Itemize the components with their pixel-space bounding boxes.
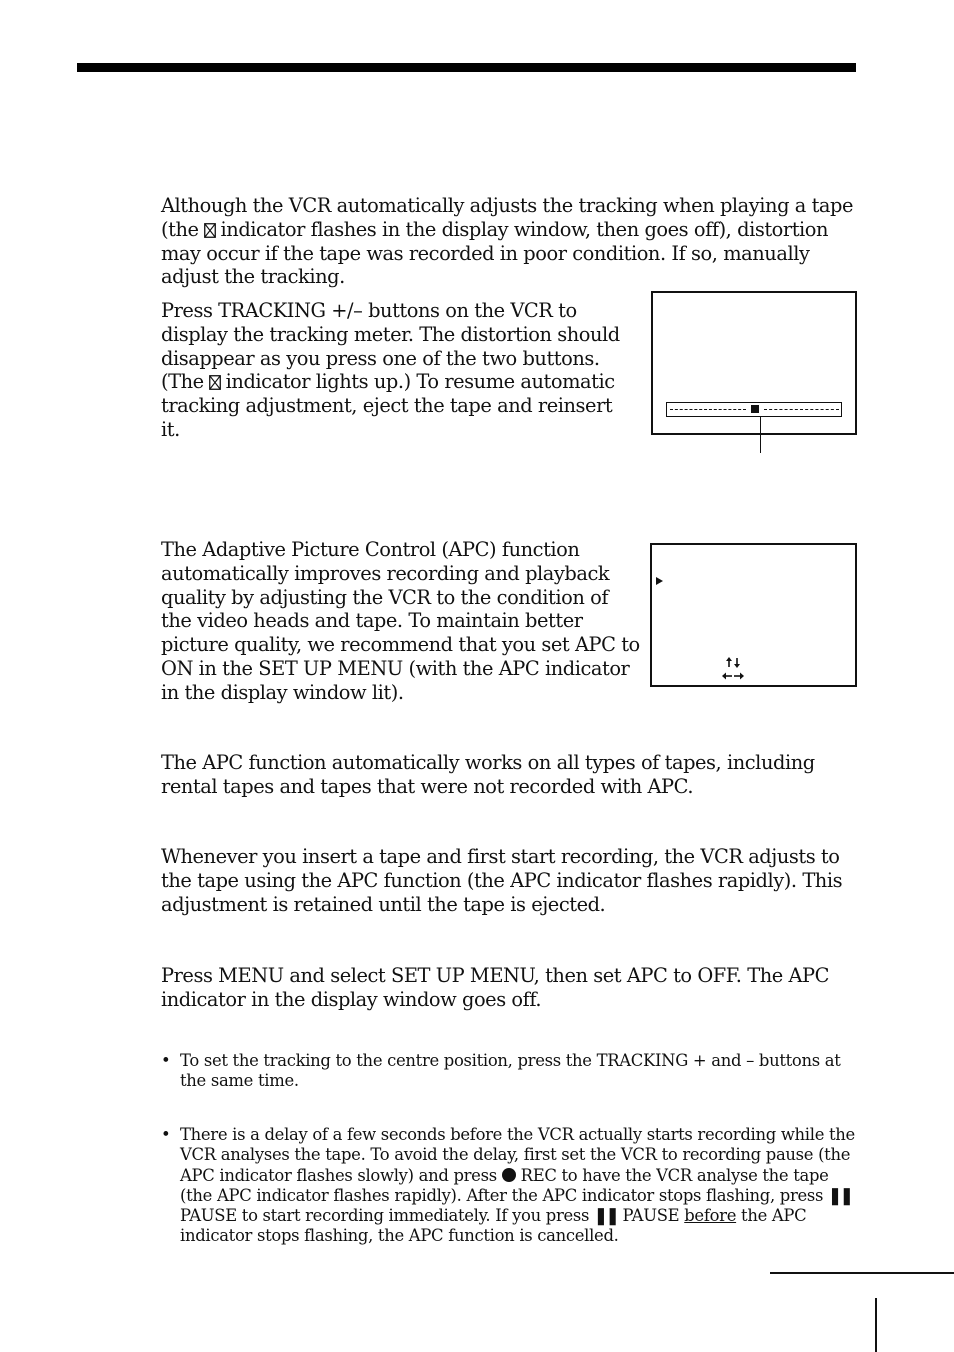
- tracking-indicator-icon: [209, 375, 221, 390]
- record-dot-icon: [502, 1168, 516, 1182]
- tracking-meter: [666, 402, 842, 417]
- menu-cursor-icon: [655, 576, 664, 586]
- tracking-intro-text-1: Although the VCR automatically adjusts the tracking when playing a tape (the: [161, 194, 854, 241]
- tracking-meter-marker: [751, 405, 759, 413]
- up-down-arrows-icon: [725, 657, 741, 668]
- tracking-manual-text-2: indicator lights up.) To resume automatic tracking adjustment, eject the tape and reinsert it.: [161, 370, 615, 441]
- bullet: •: [161, 1125, 171, 1144]
- left-right-arrows-icon: [722, 671, 744, 681]
- tracking-meter-pointer-line: [760, 417, 761, 453]
- pause-icon: ❚❚: [828, 1185, 852, 1205]
- apc-intro-paragraph: The Adaptive Picture Control (APC) function automatically improves recording and playback quality by adjusting the VCR to the condition of the video heads and tape. To maintain better picture quality, we recommend that you set APC to ON in the SET UP MENU (with the APC indicator in the display window lit).: [161, 538, 640, 704]
- tracking-intro-paragraph: [161, 194, 861, 289]
- bullet: •: [161, 1051, 171, 1070]
- tracking-meter-right-scale: [764, 409, 839, 410]
- tracking-intro-text-2: indicator flashes in the display window, then goes off), distortion may occur if the tape was recorded in poor condition. If so, manually adjust the tracking.: [161, 217, 829, 289]
- note-tracking-centre: [161, 1051, 860, 1092]
- note-apc-delay-text-1: There is a delay of a few seconds before the VCR actually starts recording while the VCR analyses the tape. To avoid the delay, first set the VCR to recording pause (the APC indicator flashes slowly) and press: [180, 1125, 855, 1185]
- apc-all-tapes-paragraph: The APC function automatically works on all types of tapes, including rental tapes and tapes that were not recorded with APC.: [161, 751, 815, 798]
- note-apc-delay-emphasis: before: [684, 1206, 737, 1226]
- margin-rule: [875, 1298, 877, 1352]
- footer-rule: [770, 1272, 954, 1274]
- apc-menu-screen-illustration: [650, 543, 857, 687]
- header-rule: [77, 63, 856, 72]
- apc-whenever-paragraph: Whenever you insert a tape and first start recording, the VCR adjusts to the tape using the APC function (the APC indicator flashes rapidly). This adjustment is retained until the tape is ejected.: [161, 845, 843, 916]
- note-apc-delay: [161, 1125, 860, 1247]
- note-apc-delay-text-2: REC to have the VCR analyse the tape (the APC indicator flashes rapidly). After the APC indicator stops flashing, press: [180, 1165, 829, 1205]
- apc-off-paragraph: Press MENU and select SET UP MENU, then set APC to OFF. The APC indicator in the display window goes off.: [161, 964, 830, 1011]
- tracking-manual-text-1: Press TRACKING +/– buttons on the VCR to display the tracking meter. The distortion should disappear as you press one of the two buttons. (The: [161, 299, 620, 394]
- tracking-meter-left-scale: [670, 409, 746, 410]
- note-apc-delay-text-5: the APC indicator stops flashing, the APC function is cancelled.: [180, 1206, 807, 1246]
- note-apc-delay-text-4: PAUSE: [622, 1206, 680, 1226]
- note-tracking-centre-text: To set the tracking to the centre position, press the TRACKING + and – buttons at the same time.: [180, 1051, 841, 1091]
- tracking-manual-paragraph: [161, 299, 636, 442]
- pause-icon: ❚❚: [594, 1206, 618, 1226]
- note-apc-delay-text-3: PAUSE to start recording immediately. If you press: [180, 1206, 590, 1226]
- tracking-indicator-icon: [204, 223, 216, 238]
